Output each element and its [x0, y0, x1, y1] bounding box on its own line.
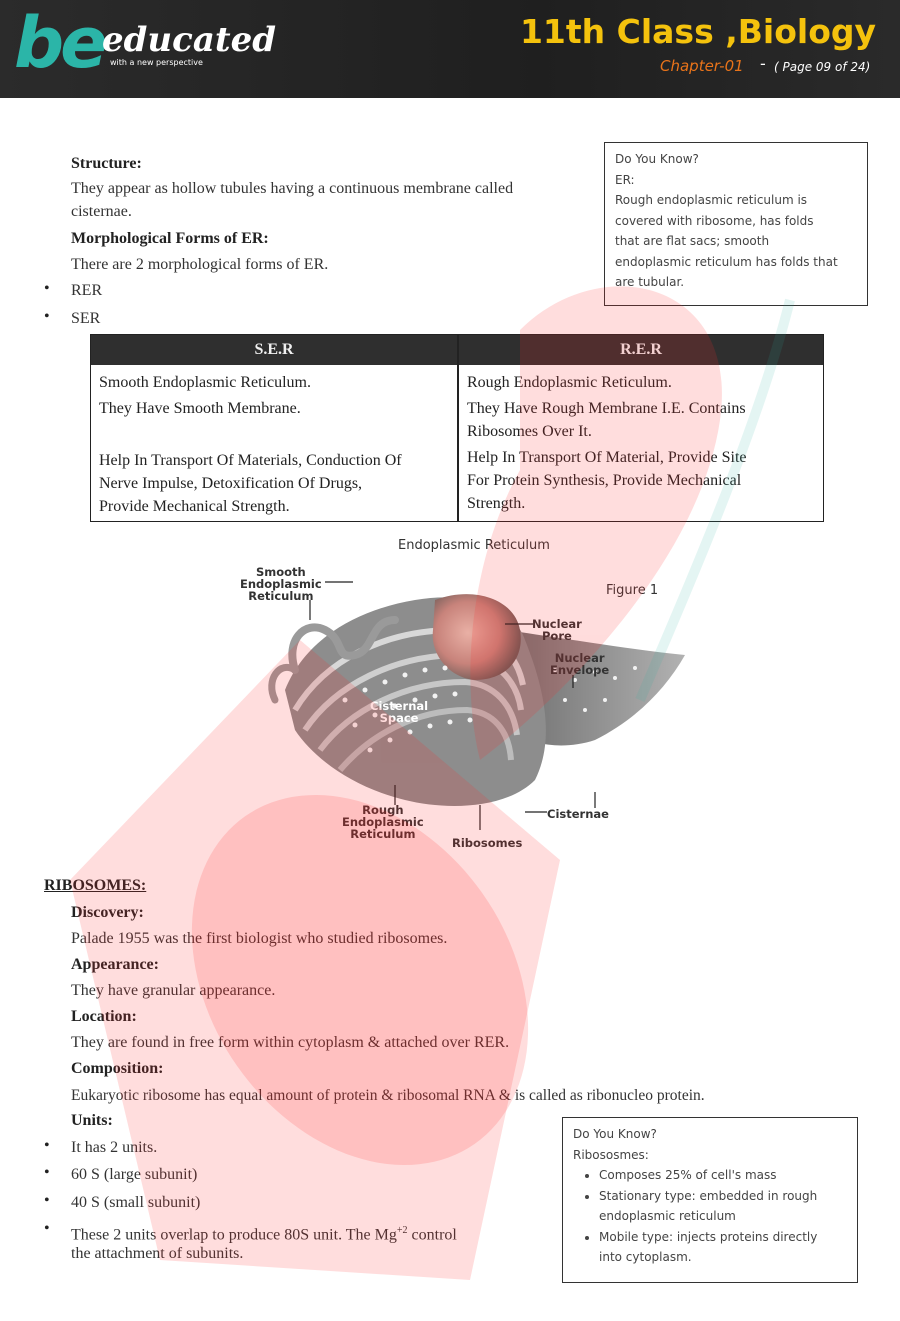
rer-cell-function-l1: Help In Transport Of Material, Provide Site: [467, 449, 747, 466]
label-line: Smooth: [255, 565, 306, 579]
dyk-line: covered with ribosome, has folds: [615, 213, 814, 228]
ser-rer-comparison-table: [90, 334, 824, 522]
ser-cell-membrane: They Have Smooth Membrane.: [99, 400, 301, 417]
dyk-line: that are flat sacs; smooth: [615, 234, 770, 248]
dyk-list-item: [599, 1227, 847, 1268]
ribosomes-heading: RIBOSOMES:: [44, 877, 147, 894]
structure-heading: Structure:: [71, 155, 142, 172]
structure-text-line1: They appear as hollow tubules having a continuous membrane called: [71, 180, 514, 197]
units-heading: Units:: [71, 1112, 113, 1129]
ser-cell-function-l1: Help In Transport Of Materials, Conduction Of: [99, 452, 402, 469]
overlap-text-part1: These 2 units overlap to produce 80S unit. The Mg: [71, 1226, 397, 1244]
beeducated-logo: [14, 2, 276, 92]
location-text: They are found in free form within cytoplasm & attached over RER.: [71, 1034, 510, 1051]
label-line: Cisternal: [370, 699, 429, 713]
rer-cell-membrane-l1: They Have Rough Membrane I.E. Contains: [467, 400, 746, 417]
dyk-list-item: [599, 1186, 847, 1227]
dyk-line: are tubular.: [615, 275, 685, 289]
label-line: Space: [379, 711, 419, 725]
do-you-know-box-ribosomes: [562, 1117, 858, 1283]
label-nuclear-pore: [532, 618, 582, 642]
header-separator: -: [760, 54, 766, 73]
location-heading: Location:: [71, 1008, 137, 1025]
ser-cell-name: Smooth Endoplasmic Reticulum.: [99, 374, 311, 391]
label-line: Pore: [542, 629, 572, 643]
bullet-icon: •: [44, 1164, 50, 1181]
logo-wordmark: educated: [102, 20, 276, 60]
figure-title: Endoplasmic Reticulum: [398, 538, 550, 553]
dyk-subtitle: ER:: [615, 172, 635, 187]
dyk-line: endoplasmic reticulum has folds that: [615, 254, 838, 269]
table-header-rer: R.E.R: [459, 335, 823, 365]
dyk-item-text: Composes 25% of cell's mass: [599, 1168, 777, 1182]
label-smooth-er: [240, 566, 322, 602]
endoplasmic-reticulum-illustration: [255, 560, 705, 860]
bullet-icon: •: [44, 1137, 50, 1154]
discovery-heading: Discovery:: [71, 904, 144, 921]
appearance-text: They have granular appearance.: [71, 982, 276, 999]
bullet-icon: •: [44, 1192, 50, 1209]
label-line: Nuclear: [554, 651, 605, 665]
label-cisternal-space: [370, 700, 428, 724]
dyk-item-text: Stationary type: embedded in rough: [599, 1188, 818, 1203]
page-header: [0, 0, 900, 98]
structure-text-line2: cisternae.: [71, 203, 132, 220]
bullet-icon: •: [44, 308, 50, 325]
bullet-icon: •: [44, 1220, 50, 1237]
header-chapter: Chapter-01: [660, 57, 744, 75]
units-overlap-text-cont: the attachment of subunits.: [71, 1245, 244, 1262]
header-title: 11th Class ,Biology: [519, 12, 876, 51]
units-list-item: 40 S (small subunit): [71, 1194, 201, 1211]
dyk-item-text: into cytoplasm.: [599, 1250, 692, 1264]
do-you-know-box-er: [604, 142, 868, 306]
overlap-superscript: +2: [396, 1225, 408, 1236]
forms-list-item-rer: RER: [71, 282, 103, 299]
rer-cell-function-l3: Strength.: [467, 495, 526, 512]
label-line: Reticulum: [248, 589, 314, 603]
dyk-list-item: [599, 1165, 847, 1186]
dyk-subtitle: Ribososmes:: [573, 1147, 649, 1162]
composition-heading: Composition:: [71, 1060, 164, 1077]
dyk-line: Rough endoplasmic reticulum is: [615, 193, 808, 207]
dyk-title: Do You Know?: [615, 152, 699, 166]
label-cisternae: Cisternae: [547, 807, 609, 821]
appearance-heading: Appearance:: [71, 956, 159, 973]
discovery-text: Palade 1955 was the first biologist who studied ribosomes.: [71, 930, 448, 947]
forms-text: There are 2 morphological forms of ER.: [71, 256, 329, 273]
rer-cell-name: Rough Endoplasmic Reticulum.: [467, 374, 672, 391]
rer-cell-membrane-l2: Ribosomes Over It.: [467, 423, 592, 440]
dyk-title: Do You Know?: [573, 1127, 657, 1141]
rer-cell-function-l2: For Protein Synthesis, Provide Mechanical: [467, 472, 742, 489]
label-line: Endoplasmic: [342, 815, 424, 829]
header-page-number: ( Page 09 of 24): [774, 60, 871, 74]
forms-list-item-ser: SER: [71, 310, 101, 327]
dyk-list: [573, 1165, 847, 1268]
ser-cell-function-l3: Provide Mechanical Strength.: [99, 498, 290, 515]
forms-heading: Morphological Forms of ER:: [71, 230, 269, 247]
logo-be-mark: be: [14, 2, 104, 84]
label-line: Envelope: [550, 663, 610, 677]
label-line: Endoplasmic: [240, 577, 322, 591]
dyk-item-text: Mobile type: injects proteins directly: [599, 1229, 818, 1244]
ser-cell-function-l2: Nerve Impulse, Detoxification Of Drugs,: [99, 475, 363, 492]
units-list-item: It has 2 units.: [71, 1139, 158, 1156]
label-line: Rough: [362, 803, 404, 817]
figure-caption: Figure 1: [606, 583, 659, 598]
label-ribosomes: Ribosomes: [452, 836, 523, 850]
label-rough-er: [342, 804, 424, 840]
label-line: Nuclear: [532, 617, 582, 631]
table-divider: [457, 335, 459, 521]
label-nuclear-envelope: [550, 652, 609, 676]
overlap-text-part2: control: [407, 1226, 457, 1244]
table-header-ser: S.E.R: [91, 335, 457, 365]
bullet-icon: •: [44, 280, 50, 297]
units-list-item: 60 S (large subunit): [71, 1166, 198, 1183]
logo-tagline: with a new perspective: [110, 58, 203, 67]
dyk-item-text: endoplasmic reticulum: [599, 1209, 736, 1223]
composition-text: Eukaryotic ribosome has equal amount of protein & ribosomal RNA & is called as ribonucleo protein.: [71, 1087, 705, 1104]
label-line: Reticulum: [350, 827, 416, 841]
